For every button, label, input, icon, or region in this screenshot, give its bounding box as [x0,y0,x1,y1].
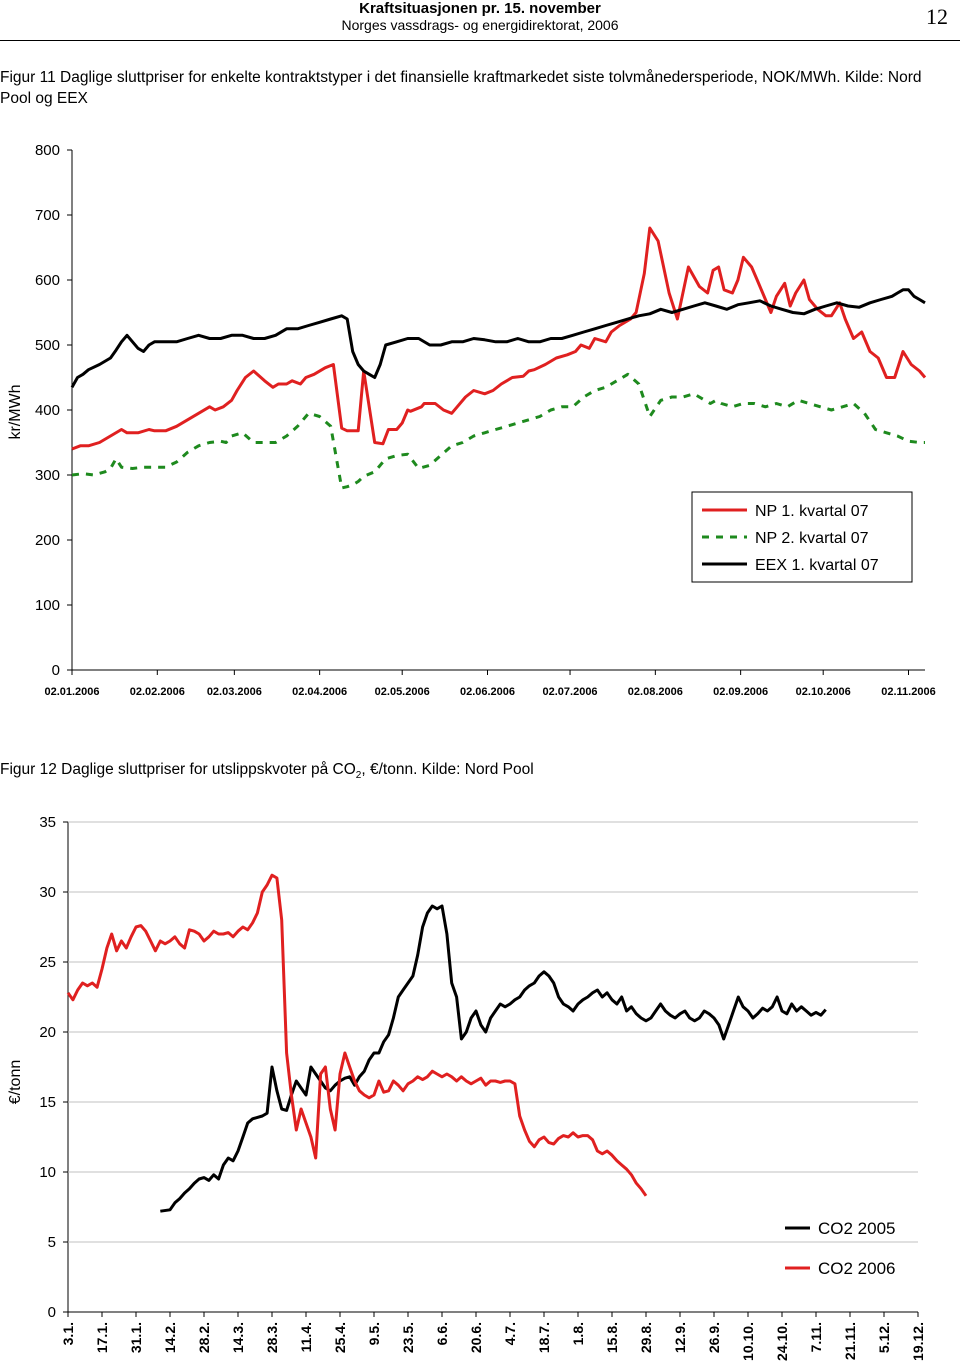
series-line-1 [72,228,925,449]
y-tick-label: 5 [47,1234,56,1251]
x-tick-label: 20.6. [468,1322,484,1354]
x-tick-label: 28.2. [196,1322,212,1354]
x-tick-label: 02.08.2006 [627,686,683,698]
x-tick-label: 29.8. [638,1322,654,1354]
x-tick-label: 21.11. [842,1322,858,1361]
y-tick-label: 100 [34,597,60,614]
x-tick-label: 02.02.2006 [129,686,185,698]
y-tick-label: 300 [34,467,60,484]
legend-label-2: CO2 2006 [818,1259,896,1278]
y-tick-label: 20 [39,1024,56,1041]
x-tick-label: 5.12. [876,1322,892,1354]
figure12-caption [0,759,950,786]
x-tick-label: 02.11.2006 [881,686,936,698]
series-line-2 [68,875,646,1196]
y-tick-label: 600 [34,272,60,289]
x-tick-label: 31.1. [128,1322,144,1354]
y-tick-label: 15 [39,1094,56,1111]
figure11-chart [0,130,960,710]
y-tick-label: 35 [39,814,56,831]
series-line-3 [72,290,925,388]
x-tick-label: 02.06.2006 [459,686,516,698]
x-tick-label: 19.12. [910,1322,926,1361]
x-tick-label: 02.07.2006 [542,686,598,698]
x-tick-label: 24.10. [774,1322,790,1361]
x-tick-label: 25.4. [332,1322,348,1354]
series-line-1 [160,906,825,1211]
y-tick-label: 400 [34,402,60,419]
legend-label-3: EEX 1. kvartal 07 [755,557,879,574]
x-tick-label: 28.3. [264,1322,280,1354]
header-subtitle: Norges vassdrags- og energidirektorat, 2006 [341,17,619,33]
y-axis-label: €/tonn [7,1059,24,1105]
x-tick-label: 02.10.2006 [795,686,851,698]
x-tick-label: 1.8. [570,1322,586,1346]
x-tick-label: 17.1. [94,1322,110,1354]
x-tick-label: 02.09.2006 [713,686,769,698]
x-tick-label: 10.10. [740,1322,756,1361]
x-tick-label: 6.6. [434,1322,450,1346]
y-tick-label: 200 [34,532,60,549]
figure12-caption-post: , €/tonn. Kilde: Nord Pool [361,761,534,778]
x-tick-label: 14.2. [162,1322,178,1354]
y-tick-label: 700 [34,207,60,224]
header-rule [0,40,960,41]
x-tick-label: 15.8. [604,1322,620,1354]
x-tick-label: 14.3. [230,1322,246,1354]
x-tick-label: 02.05.2006 [374,686,430,698]
figure11-caption: Figur 11 Daglige sluttpriser for enkelte kontraktstyper i det finansielle kraftmarkedet siste tolvmånedersperiode, NOK/MWh. Kilde: Nord Pool og EEX [0,69,922,107]
x-tick-label: 9.5. [366,1322,382,1346]
y-tick-label: 30 [39,884,56,901]
y-tick-label: 0 [51,662,60,679]
x-tick-label: 18.7. [536,1322,552,1354]
x-tick-label: 3.1. [60,1322,76,1346]
y-tick-label: 800 [34,142,60,159]
figure12-caption-sub: 2 [355,770,362,782]
x-tick-label: 23.5. [400,1322,416,1354]
x-tick-label: 26.9. [706,1322,722,1354]
legend-label-1: CO2 2005 [818,1219,896,1238]
x-tick-label: 02.03.2006 [206,686,262,698]
x-tick-label: 02.01.2006 [44,686,100,698]
legend-label-2: NP 2. kvartal 07 [755,530,869,547]
x-tick-label: 7.11. [808,1322,824,1353]
x-tick-label: 11.4. [298,1322,314,1353]
figure12-caption-pre: Figur 12 Daglige sluttpriser for utslippskvoter på CO [0,761,356,778]
y-axis-label: kr/MWh [7,384,24,440]
legend-label-1: NP 1. kvartal 07 [755,503,869,520]
x-tick-label: 02.04.2006 [292,686,348,698]
header-title: Kraftsituasjonen pr. 15. november [359,0,601,17]
x-tick-label: 4.7. [502,1322,518,1346]
y-tick-label: 25 [39,954,56,971]
figure12-chart [0,800,960,1371]
y-tick-label: 500 [34,337,60,354]
x-tick-label: 12.9. [672,1322,688,1354]
series-line-2 [72,374,925,488]
page-number: 12 [926,4,948,29]
y-tick-label: 0 [47,1304,56,1321]
y-tick-label: 10 [39,1164,56,1181]
